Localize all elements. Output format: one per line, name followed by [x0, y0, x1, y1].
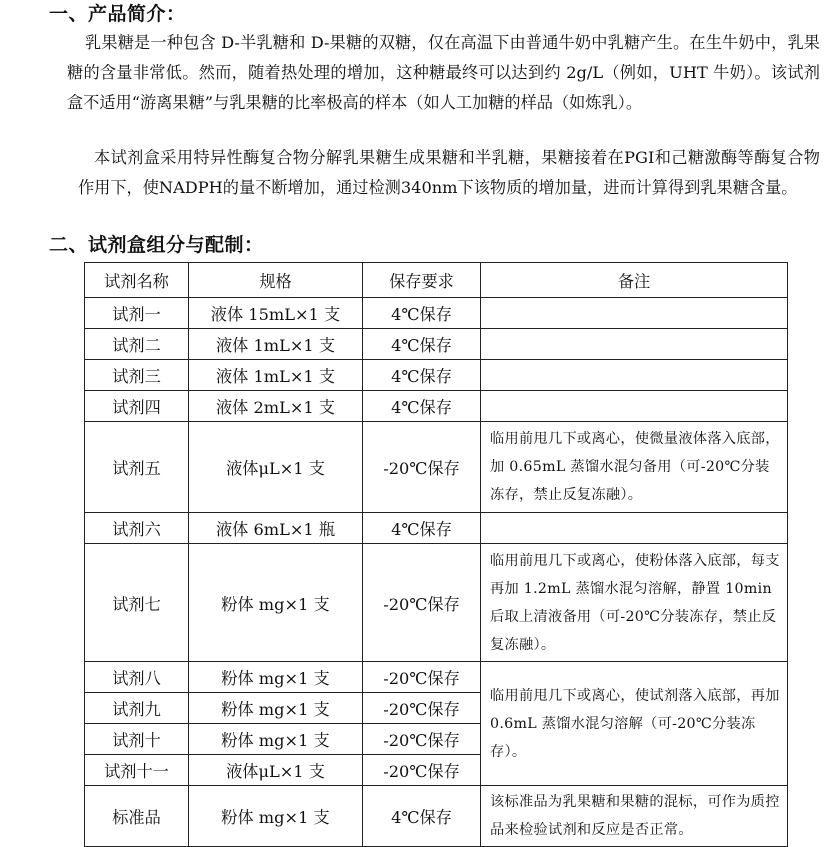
- table-row: [85, 422, 788, 513]
- reagent-spec: 粉体 mg×1 支: [189, 693, 363, 724]
- table-row: [85, 786, 788, 847]
- reagent-name: 试剂八: [85, 662, 189, 693]
- reagent-name: 试剂四: [85, 391, 189, 422]
- reagent-note: 临用前甩几下或离心，使粉体落入底部，每支再加 1.2mL 蒸馏水混匀溶解，静置 10min 后取上清液备用（可-20℃分装冻存，禁止反复冻融）。: [481, 544, 788, 662]
- reagent-spec: 粉体 mg×1 支: [189, 544, 363, 662]
- reagent-storage: 4℃保存: [363, 298, 481, 329]
- table-row: [85, 662, 788, 693]
- table-row: [85, 360, 788, 391]
- reagent-storage: -20℃保存: [363, 544, 481, 662]
- header-storage: 保存要求: [363, 263, 481, 298]
- reagent-note-empty: [481, 391, 788, 422]
- table-header-row: [85, 263, 788, 298]
- reagent-name: 试剂一: [85, 298, 189, 329]
- header-spec: 规格: [189, 263, 363, 298]
- header-reagent-name: 试剂名称: [85, 263, 189, 298]
- reagent-spec: 粉体 mg×1 支: [189, 662, 363, 693]
- reagent-storage: -20℃保存: [363, 755, 481, 786]
- reagent-storage: 4℃保存: [363, 786, 481, 847]
- table-row: [85, 544, 788, 662]
- reagent-spec: 液体μL×1 支: [189, 755, 363, 786]
- reagent-spec: 液体 2mL×1 支: [189, 391, 363, 422]
- header-notes: 备注: [481, 263, 788, 298]
- reagent-storage: 4℃保存: [363, 513, 481, 544]
- reagent-name: 试剂十一: [85, 755, 189, 786]
- reagent-storage: 4℃保存: [363, 329, 481, 360]
- reagent-name: 试剂七: [85, 544, 189, 662]
- reagent-note: 临用前甩几下或离心，使试剂落入底部，再加 0.6mL 蒸馏水混匀溶解（可-20℃分装冻存）。: [481, 662, 788, 786]
- intro-paragraph-2: 本试剂盒采用特异性酶复合物分解乳果糖生成果糖和半乳糖，果糖接着在PGI和己糖激酶等酶复合物作用下，使NADPH的量不断增加，通过检测340nm下该物质的增加量，进而计算得到乳果糖含量。: [78, 148, 820, 197]
- table-row: [85, 329, 788, 360]
- table-row: [85, 391, 788, 422]
- reagent-note: 临用前甩几下或离心，使微量液体落入底部，加 0.65mL 蒸馏水混匀备用（可-20℃分装冻存，禁止反复冻融）。: [481, 422, 788, 513]
- reagent-storage: -20℃保存: [363, 662, 481, 693]
- reagent-name: 试剂六: [85, 513, 189, 544]
- reagent-note-empty: [481, 360, 788, 391]
- reagent-note-empty: [481, 298, 788, 329]
- reagent-storage: -20℃保存: [363, 422, 481, 513]
- reagent-spec: 液体 1mL×1 支: [189, 360, 363, 391]
- reagent-name: 试剂九: [85, 693, 189, 724]
- reagent-spec: 液体 6mL×1 瓶: [189, 513, 363, 544]
- table-row: [85, 513, 788, 544]
- reagent-name: 试剂五: [85, 422, 189, 513]
- reagent-spec: 液体 1mL×1 支: [189, 329, 363, 360]
- table-row: [85, 298, 788, 329]
- reagent-spec: 粉体 mg×1 支: [189, 724, 363, 755]
- reagent-storage: 4℃保存: [363, 360, 481, 391]
- reagent-name: 标准品: [85, 786, 189, 847]
- section-heading-kit: 二、试剂盒组分与配制：: [49, 234, 264, 256]
- section-heading-intro: 一、产品简介：: [49, 3, 186, 25]
- reagent-name: 试剂三: [85, 360, 189, 391]
- reagent-note: 该标准品为乳果糖和果糖的混标，可作为质控品来检验试剂和反应是否正常。: [481, 786, 788, 847]
- reagent-name: 试剂二: [85, 329, 189, 360]
- reagent-spec: 液体μL×1 支: [189, 422, 363, 513]
- reagent-storage: 4℃保存: [363, 391, 481, 422]
- reagent-storage: -20℃保存: [363, 693, 481, 724]
- reagent-name: 试剂十: [85, 724, 189, 755]
- reagent-spec: 液体 15mL×1 支: [189, 298, 363, 329]
- reagent-storage: -20℃保存: [363, 724, 481, 755]
- reagent-note-empty: [481, 329, 788, 360]
- reagent-note-empty: [481, 513, 788, 544]
- kit-components-table: [84, 262, 788, 847]
- intro-paragraph-1: 乳果糖是一种包含 D-半乳糖和 D-果糖的双糖，仅在高温下由普通牛奶中乳糖产生。在生牛奶中，乳果糖的含量非常低。然而，随着热处理的增加，这种糖最终可以达到约 2g/L（例如，UHT 牛奶）。该试剂盒不适用“游离果糖”与乳果糖的比率极高的样本（如人工加糖的样品（如炼乳）。: [67, 33, 820, 112]
- reagent-spec: 粉体 mg×1 支: [189, 786, 363, 847]
